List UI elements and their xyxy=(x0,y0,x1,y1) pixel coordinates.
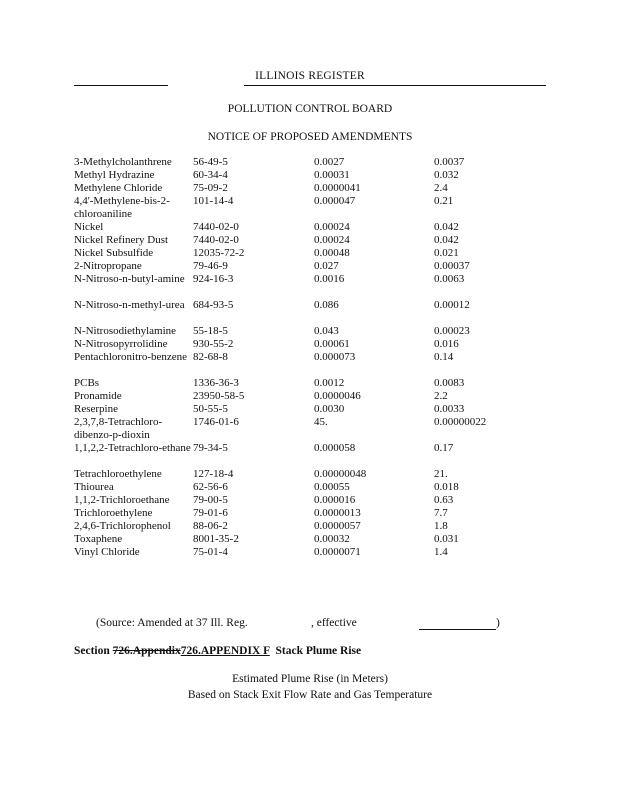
value-column-1: 0.0012 xyxy=(314,377,345,389)
value-column-2: 0.042 xyxy=(434,221,459,233)
source-effective: , effective xyxy=(311,617,357,629)
value-column-1: 0.000058 xyxy=(314,442,356,454)
substance-name: Toxaphene xyxy=(74,533,123,545)
cas-number: 60-34-4 xyxy=(193,169,228,181)
value-column-1: 0.0030 xyxy=(314,403,345,415)
appendix-subtitle-2: Based on Stack Exit Flow Rate and Gas Temperature xyxy=(187,689,433,701)
register-title: ILLINOIS REGISTER xyxy=(255,70,365,82)
register-header xyxy=(74,70,546,86)
value-column-2: 1.4 xyxy=(434,546,448,558)
value-column-1: 0.00055 xyxy=(314,481,350,493)
value-column-1: 0.0000046 xyxy=(314,390,361,402)
value-column-1: 0.000047 xyxy=(314,195,356,207)
notice-title: NOTICE OF PROPOSED AMENDMENTS xyxy=(207,131,413,143)
value-column-1: 0.0016 xyxy=(314,273,345,285)
cas-number: 101-14-4 xyxy=(193,195,234,207)
substance-name: Tetrachloroethylene xyxy=(74,468,162,480)
cas-number: 56-49-5 xyxy=(193,156,228,168)
table-row xyxy=(74,377,546,390)
header-rule xyxy=(74,85,546,86)
table-row xyxy=(74,481,546,494)
value-column-1: 0.027 xyxy=(314,260,339,272)
value-column-1: 0.0027 xyxy=(314,156,345,168)
substance-name: N-Nitrosodiethylamine xyxy=(74,325,177,337)
substance-name: Methyl Hydrazine xyxy=(74,169,155,181)
table-row xyxy=(74,390,546,403)
value-column-1: 0.00032 xyxy=(314,533,350,545)
substance-name: N-Nitrosopyrrolidine xyxy=(74,338,168,350)
cas-number: 23950-58-5 xyxy=(193,390,245,402)
cas-number: 930-55-2 xyxy=(193,338,234,350)
value-column-2: 0.00012 xyxy=(434,299,470,311)
substance-name: Pentachloronitro-benzene xyxy=(74,351,188,363)
cas-number: 79-34-5 xyxy=(193,442,228,454)
value-column-2: 0.0083 xyxy=(434,377,465,389)
cas-number: 7440-02-0 xyxy=(193,221,239,233)
cas-number: 8001-35-2 xyxy=(193,533,239,545)
section-new-text: 726.APPENDIX F xyxy=(180,645,270,657)
table-row xyxy=(74,442,546,468)
table-row xyxy=(74,247,546,260)
value-column-1: 0.0000071 xyxy=(314,546,361,558)
table-row xyxy=(74,182,546,195)
substance-name: PCBs xyxy=(74,377,100,389)
value-column-2: 0.00037 xyxy=(434,260,470,272)
value-column-1: 0.086 xyxy=(314,299,339,311)
table-row xyxy=(74,416,546,442)
cas-number: 127-18-4 xyxy=(193,468,234,480)
value-column-1: 0.0000041 xyxy=(314,182,361,194)
cas-number: 82-68-8 xyxy=(193,351,228,363)
table-row xyxy=(74,403,546,416)
value-column-2: 0.042 xyxy=(434,234,459,246)
table-row xyxy=(74,533,546,546)
cas-number: 75-09-2 xyxy=(193,182,228,194)
substance-name: 2-Nitropropane xyxy=(74,260,142,272)
value-column-1: 0.00024 xyxy=(314,221,350,233)
substance-name: 4,4'-Methylene-bis-2-chloroaniline xyxy=(74,195,170,220)
substance-name: Pronamide xyxy=(74,390,122,402)
source-close: ) xyxy=(496,617,500,629)
substance-name: Trichloroethylene xyxy=(74,507,153,519)
substance-name: Nickel xyxy=(74,221,104,233)
substance-name: Thiourea xyxy=(74,481,114,493)
cas-number: 88-06-2 xyxy=(193,520,228,532)
value-column-2: 0.021 xyxy=(434,247,459,259)
substance-name: 1,1,2,2-Tetrachloro-ethane xyxy=(74,442,191,454)
value-column-2: 0.00023 xyxy=(434,325,470,337)
substance-name: Reserpine xyxy=(74,403,118,415)
cas-number: 79-01-6 xyxy=(193,507,228,519)
cas-number: 12035-72-2 xyxy=(193,247,245,259)
table-row xyxy=(74,468,546,481)
value-column-2: 1.8 xyxy=(434,520,448,532)
table-row xyxy=(74,546,546,559)
table-row xyxy=(74,494,546,507)
value-column-1: 0.0000057 xyxy=(314,520,361,532)
table-row xyxy=(74,507,546,520)
value-column-2: 2.2 xyxy=(434,390,448,402)
value-column-2: 21. xyxy=(434,468,448,480)
table-row xyxy=(74,338,546,351)
header-rule-gap xyxy=(168,84,244,87)
substance-name: Nickel Subsulfide xyxy=(74,247,154,259)
value-column-2: 0.018 xyxy=(434,481,459,493)
effective-date-blank xyxy=(419,629,496,630)
substance-name: 2,4,6-Trichlorophenol xyxy=(74,520,171,532)
table-row xyxy=(74,273,546,299)
section-heading xyxy=(74,645,546,657)
table-row xyxy=(74,520,546,533)
cas-number: 50-55-5 xyxy=(193,403,228,415)
value-column-2: 0.63 xyxy=(434,494,454,506)
substance-name: 1,1,2-Trichloroethane xyxy=(74,494,170,506)
substance-name: 3-Methylcholanthrene xyxy=(74,156,172,168)
value-column-1: 0.000016 xyxy=(314,494,356,506)
cas-number: 62-56-6 xyxy=(193,481,228,493)
value-column-1: 0.000073 xyxy=(314,351,356,363)
value-column-2: 0.00000022 xyxy=(434,416,487,428)
cas-number: 924-16-3 xyxy=(193,273,234,285)
cas-number: 79-00-5 xyxy=(193,494,228,506)
cas-number: 684-93-5 xyxy=(193,299,234,311)
table-row xyxy=(74,299,546,325)
table-row xyxy=(74,260,546,273)
substance-table xyxy=(74,156,546,559)
value-column-2: 0.14 xyxy=(434,351,454,363)
substance-name: Nickel Refinery Dust xyxy=(74,234,169,246)
value-column-2: 0.032 xyxy=(434,169,459,181)
table-row xyxy=(74,156,546,169)
value-column-2: 7.7 xyxy=(434,507,448,519)
substance-name: N-Nitroso-n-methyl-urea xyxy=(74,299,185,311)
value-column-1: 0.00061 xyxy=(314,338,350,350)
cas-number: 7440-02-0 xyxy=(193,234,239,246)
section-title: Stack Plume Rise xyxy=(269,645,362,657)
substance-name: N-Nitroso-n-butyl-amine xyxy=(74,273,185,285)
value-column-1: 0.00000048 xyxy=(314,468,367,480)
table-row xyxy=(74,195,546,221)
value-column-1: 0.00024 xyxy=(314,234,350,246)
table-row xyxy=(74,234,546,247)
substance-name: 2,3,7,8-Tetrachloro-dibenzo-p-dioxin xyxy=(74,416,163,441)
cas-number: 55-18-5 xyxy=(193,325,228,337)
substance-name: Vinyl Chloride xyxy=(74,546,140,558)
value-column-2: 0.031 xyxy=(434,533,459,545)
cas-number: 79-46-9 xyxy=(193,260,228,272)
cas-number: 1746-01-6 xyxy=(193,416,239,428)
value-column-2: 0.0033 xyxy=(434,403,465,415)
value-column-1: 0.00048 xyxy=(314,247,350,259)
cas-number: 75-01-4 xyxy=(193,546,228,558)
section-prefix: Section xyxy=(74,645,113,657)
value-column-1: 0.00031 xyxy=(314,169,350,181)
section-struck-text: 726.Appendix xyxy=(112,645,181,657)
value-column-2: 0.0037 xyxy=(434,156,465,168)
board-title: POLLUTION CONTROL BOARD xyxy=(227,103,393,115)
table-row xyxy=(74,221,546,234)
source-text: (Source: Amended at 37 Ill. Reg. xyxy=(96,617,248,629)
substance-name: Methylene Chloride xyxy=(74,182,163,194)
value-column-1: 0.043 xyxy=(314,325,339,337)
cas-number: 1336-36-3 xyxy=(193,377,239,389)
value-column-2: 0.016 xyxy=(434,338,459,350)
table-row xyxy=(74,169,546,182)
source-note xyxy=(74,617,546,633)
value-column-2: 0.21 xyxy=(434,195,454,207)
table-row xyxy=(74,351,546,377)
value-column-2: 0.0063 xyxy=(434,273,465,285)
table-row xyxy=(74,325,546,338)
appendix-subtitle-1: Estimated Plume Rise (in Meters) xyxy=(232,673,388,685)
value-column-1: 45. xyxy=(314,416,328,428)
value-column-1: 0.0000013 xyxy=(314,507,361,519)
value-column-2: 2.4 xyxy=(434,182,448,194)
value-column-2: 0.17 xyxy=(434,442,454,454)
